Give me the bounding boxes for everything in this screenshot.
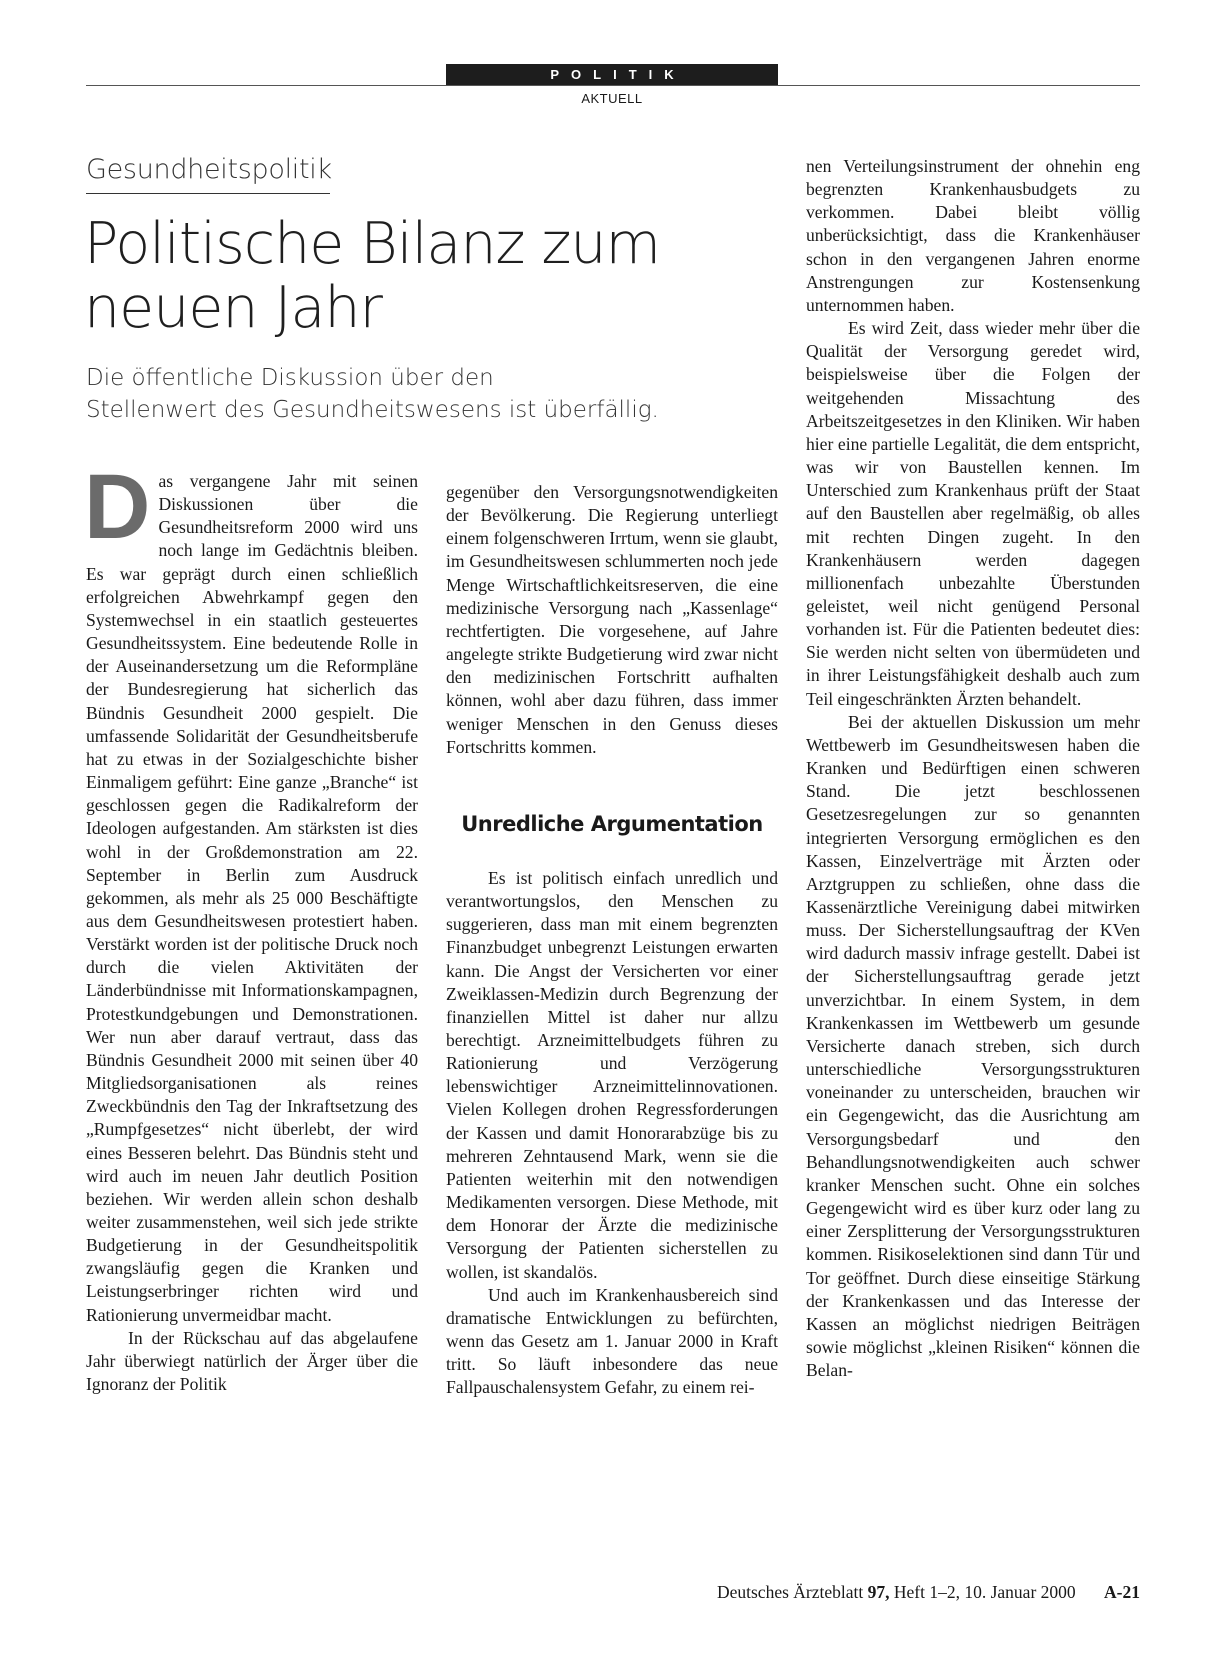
deck-line-1: Die öffentliche Diskussion über den xyxy=(86,365,494,391)
section-subheading: Unredliche Argumentation xyxy=(461,811,763,836)
journal-issue: Heft 1–2, 10. Januar 2000 xyxy=(893,1582,1076,1602)
page-footer xyxy=(717,1582,1140,1603)
article-deck xyxy=(86,362,736,426)
page-number: A-21 xyxy=(1104,1582,1140,1602)
section-label: POLITIK xyxy=(446,64,778,85)
text-column-2 xyxy=(446,481,778,1399)
text-column-1 xyxy=(84,456,418,1396)
rubric-underline xyxy=(86,193,330,194)
subsection-label: AKTUELL xyxy=(581,91,643,106)
paragraph: gegenüber den Versorgungsnotwendigkeiten der Bevölkerung. Die Regierung unterliegt einem folgenschweren Irrtum, wenn sie glaubt, im Gesundheitswesen schlummerten noch jede Menge Wirtschaftlichkeitsreserven, die eine medizinische Versorgung nach „Kassenlage“ rechtfertigten. Die vorgesehene, auf Jahre angelegte strikte Budgetierung wird zwar nicht den medizinischen Fortschritt aufhalten können, wohl aber dazu führen, dass immer weniger Menschen in den Genuss dieses Fortschritts kommen. xyxy=(446,482,778,757)
article-headline xyxy=(84,212,744,340)
paragraph: Es ist politisch einfach unredlich und verantwortungslos, den Menschen zu suggerieren, dass man mit einem begrenzten Finanzbudget unbegrenzt Leistungen erwarten kann. Die Angst der Versicherten vor einer Zweiklassen-Medizin durch Begrenzung der finanziellen Mittel ist daher nur allzu berechtigt. Arzneimittelbudgets führen zu Rationierung und Verzögerung lebenswichtiger Arzneimittelinnovationen. Vielen Kollegen drohen Regressforderungen der Kassen und damit Honorarabzüge bis zu mehreren Zehntausend Mark, wenn sie die Patienten weiterhin mit den notwendigen Medikamenten versorgen. Diese Methode, mit dem Honorar der Ärzte die medizinische Versorgung der Patienten sicherstellen zu wollen, ist skandalös. xyxy=(446,867,778,1282)
paragraph xyxy=(84,456,418,1327)
text-column-3 xyxy=(806,155,1140,1382)
deck-line-2: Stellenwert des Gesundheitswesens ist überfällig. xyxy=(86,397,659,423)
article-rubric: Gesundheitspolitik xyxy=(86,154,332,185)
paragraph: Bei der aktuellen Diskussion um mehr Wettbewerb im Gesundheitswesen haben die Kranken und Bedürftigen einen schweren Stand. Die jetzt beschlossenen Gesetzesregelungen zur so genannten integrierten Versorgung ermöglichen es den Kassen, Einzelverträge mit Ärzten oder Arztgruppen zu schließen, ohne dass die Kassenärztliche Vereinigung dabei mitwirken muss. Der Sicherstellungsauftrag der KVen wird dadurch massiv infrage gestellt. Dabei ist der Sicherstellungsauftrag gerade jetzt unverzichtbar. In einem System, in dem Krankenkassen im Wettbewerb um gesunde Versicherte danach streben, sich durch unterschiedliche Versorgungsstrukturen voneinander zu unterscheiden, brauchen wir ein Gegengewicht, das die Ausrichtung am Versorgungsbedarf und den Behandlungsnotwendigkeiten auch schwer kranker Menschen sucht. Ohne ein solches Gegengewicht wird es über kurz oder lang zu einer Zersplitterung der Versorgungsstrukturen kommen. Risikoselektionen sind dann Tür und Tor geöffnet. Durch diese einseitige Stärkung der Krankenkassen und das Interesse der Kassen an möglichst niedrigen Beiträgen sowie möglichst „kleinen Risiken“ können die Belan- xyxy=(806,711,1140,1381)
drop-cap: D xyxy=(84,456,151,558)
headline-line-2: neuen Jahr xyxy=(84,275,382,341)
paragraph-text: as vergangene Jahr mit seinen Diskussionen über die Gesundheitsreform 2000 wird uns noch lange im Gedächtnis bleiben. Es war geprägt durch einen schließlich erfolgreichen Abwehrkampf gegen den Systemwechsel in ein staatlich gesteuertes Gesundheitssystem. Eine bedeutende Rolle in der Auseinandersetzung um die Reformpläne der Bundesregierung hat sicherlich das Bündnis Gesundheit 2000 gespielt. Die umfassende Solidarität der Gesundheitsberufe hat zu etwas in der Sozialgeschichte bisher Einmaligem geführt: Eine ganze „Branche“ ist geschlossen gegen die Radikalreform der Ideologen aufgestanden. Am stärksten ist dies wohl in der Großdemonstration am 22. September in Berlin zum Ausdruck gekommen, als mehr als 25 000 Beschäftigte aus dem Gesundheitswesen protestiert haben. Verstärkt worden ist der politische Druck noch durch die vielen Aktivitäten der Länderbündnisse mit Informationskampagnen, Protestkundgebungen und Demonstrationen. Wer nun aber darauf vertraut, dass das Bündnis Gesundheit 2000 mit seinen über 40 Mitgliedsorganisationen als reines Zweckbündnis den Tag der Inkraftsetzung des „Rumpfgesetzes“ nicht überlebt, der wird eines Besseren belehrt. Das Bündnis steht und wird auch im neuen Jahr deutlich Position beziehen. Wir werden allein schon deshalb weiter zusammenstehen, weil sich jede strikte Budgetierung in der Gesundheitspolitik zwangsläufig gegen die Kranken und Leistungserbringer richten wird und Rationierung unvermeidbar macht. xyxy=(86,471,418,1325)
paragraph: Es wird Zeit, dass wieder mehr über die Qualität der Versorgung geredet wird, beispielsweise über die Folgen der weitgehenden Missachtung des Arbeitszeitgesetzes in den Kliniken. Wir haben hier eine partielle Legalität, die dem entspricht, was wir von Baustellen kennen. Im Unterschied zum Krankenhaus prüft der Staat auf den Baustellen aber regelmäßig, ob alles mit rechten Dingen zugeht. In den Krankenhäusern werden dagegen millionenfach unbezahlte Überstunden geleistet, weil nicht genügend Personal vorhanden ist. Für die Patienten bedeutet dies: Sie werden nicht selten von übermüdeten und in ihrer Leistungsfähigkeit deshalb auch zum Teil eingeschränkten Ärzten behandelt. xyxy=(806,318,1140,709)
journal-name: Deutsches Ärzteblatt xyxy=(716,1582,864,1602)
journal-volume: 97, xyxy=(867,1582,890,1602)
header-rule xyxy=(86,85,1140,86)
paragraph: In der Rückschau auf das abgelaufene Jahr überwiegt natürlich der Ärger über die Ignoranz der Politik xyxy=(86,1327,418,1395)
paragraph: Und auch im Krankenhausbereich sind dramatische Entwicklungen zu befürchten, wenn das Gesetz am 1. Januar 2000 in Kraft tritt. So läuft inbesondere das neue Fallpauschalensystem Gefahr, zu einem rei- xyxy=(446,1284,778,1398)
headline-line-1: Politische Bilanz zum xyxy=(84,211,661,277)
paragraph: nen Verteilungsinstrument der ohnehin eng begrenzten Krankenhausbudgets zu verkommen. Dabei bleibt völlig unberücksichtigt, dass die Krankenhäuser schon in den vergangenen Jahren enorme Anstrengungen zur Kostensenkung unternommen haben. xyxy=(806,156,1140,315)
